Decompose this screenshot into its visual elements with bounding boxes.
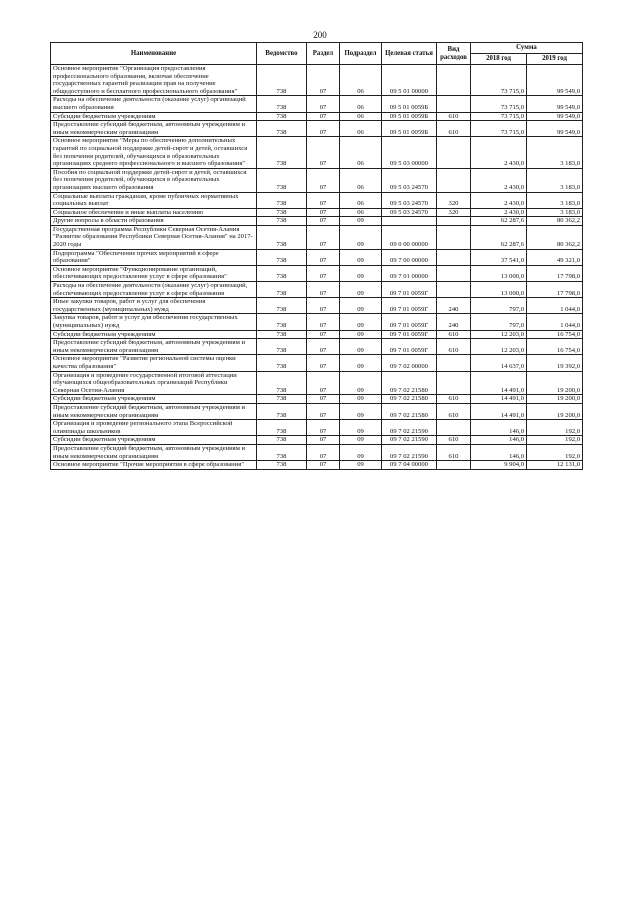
row-subsection-cell: 09 bbox=[340, 265, 382, 281]
row-section-cell: 07 bbox=[307, 137, 340, 168]
row-target-cell bbox=[382, 217, 437, 226]
row-2018-cell: 146,0 bbox=[471, 420, 527, 436]
row-dept-cell: 738 bbox=[257, 371, 307, 395]
row-name-cell: Подпрограмма "Обеспечение прочих мероприятий в сфере образования" bbox=[51, 249, 257, 265]
row-target-cell: 09 7 02 21580 bbox=[382, 371, 437, 395]
row-section-cell: 07 bbox=[307, 96, 340, 112]
header-sum: Сумма bbox=[471, 43, 583, 54]
row-target-cell: 09 7 01 0059Г bbox=[382, 298, 437, 314]
row-target-cell: 09 7 02 21590 bbox=[382, 436, 437, 445]
table-row bbox=[51, 420, 583, 436]
row-section-cell: 07 bbox=[307, 395, 340, 404]
row-name-cell: Предоставление субсидий бюджетным, автономным учреждениям и иным некоммерческим организациям bbox=[51, 403, 257, 419]
row-2019-cell: 19 392,0 bbox=[527, 355, 583, 371]
row-dept-cell: 738 bbox=[257, 461, 307, 470]
row-name-cell: Субсидии бюджетным учреждениям bbox=[51, 436, 257, 445]
row-target-cell: 09 7 01 00000 bbox=[382, 265, 437, 281]
row-2019-cell: 16 754,0 bbox=[527, 339, 583, 355]
header-2019: 2019 год bbox=[527, 54, 583, 65]
row-2018-cell: 146,0 bbox=[471, 436, 527, 445]
row-section-cell: 07 bbox=[307, 314, 340, 330]
row-subsection-cell: 09 bbox=[340, 298, 382, 314]
row-expense-type-cell: 610 bbox=[437, 112, 471, 121]
row-section-cell: 07 bbox=[307, 217, 340, 226]
row-expense-type-cell bbox=[437, 217, 471, 226]
row-dept-cell: 738 bbox=[257, 168, 307, 192]
table-row bbox=[51, 112, 583, 121]
row-subsection-cell: 06 bbox=[340, 168, 382, 192]
table-row bbox=[51, 461, 583, 470]
row-target-cell: 09 0 00 00000 bbox=[382, 225, 437, 249]
row-subsection-cell: 09 bbox=[340, 395, 382, 404]
row-target-cell: 09 7 01 0059Г bbox=[382, 330, 437, 339]
row-name-cell: Субсидии бюджетным учреждениям bbox=[51, 330, 257, 339]
row-expense-type-cell bbox=[437, 420, 471, 436]
row-name-cell: Основное мероприятие "Организация предоставления профессионального образования, включая обеспечение государственных гарантий реализации прав на получение общедоступного и бесплатного профессионального образования" bbox=[51, 65, 257, 96]
row-expense-type-cell bbox=[437, 355, 471, 371]
row-dept-cell: 738 bbox=[257, 217, 307, 226]
row-2018-cell: 14 491,0 bbox=[471, 403, 527, 419]
table-row bbox=[51, 355, 583, 371]
row-subsection-cell: 09 bbox=[340, 461, 382, 470]
row-name-cell: Расходы на обеспечение деятельности (оказание услуг) организаций, обеспечивающих предоставление услуг в сфере образования bbox=[51, 282, 257, 298]
row-target-cell: 09 7 02 21590 bbox=[382, 444, 437, 460]
row-expense-type-cell bbox=[437, 371, 471, 395]
page-number: 200 bbox=[313, 30, 327, 40]
table-row bbox=[51, 339, 583, 355]
row-target-cell: 09 5 03 00000 bbox=[382, 137, 437, 168]
table-row bbox=[51, 265, 583, 281]
row-2019-cell: 192,0 bbox=[527, 444, 583, 460]
row-subsection-cell: 09 bbox=[340, 371, 382, 395]
row-dept-cell: 738 bbox=[257, 436, 307, 445]
row-name-cell: Основное мероприятие "Прочие мероприятия в сфере образования" bbox=[51, 461, 257, 470]
table-row bbox=[51, 65, 583, 96]
row-section-cell: 07 bbox=[307, 208, 340, 217]
row-name-cell: Предоставление субсидий бюджетным, автономным учреждениям и иным некоммерческим организациям bbox=[51, 339, 257, 355]
row-name-cell: Пособия по социальной поддержке детей-сирот и детей, оставшихся без попечения родителей, обучающихся в образовательных организациях высшего образования bbox=[51, 168, 257, 192]
row-2018-cell: 73 715,0 bbox=[471, 121, 527, 137]
row-expense-type-cell: 240 bbox=[437, 298, 471, 314]
row-expense-type-cell: 610 bbox=[437, 395, 471, 404]
row-2019-cell: 17 798,0 bbox=[527, 265, 583, 281]
row-2019-cell: 99 549,0 bbox=[527, 96, 583, 112]
row-name-cell: Закупка товаров, работ и услуг для обеспечения государственных (муниципальных) нужд bbox=[51, 314, 257, 330]
row-2019-cell: 19 200,0 bbox=[527, 395, 583, 404]
row-dept-cell: 738 bbox=[257, 403, 307, 419]
row-target-cell: 09 5 01 0059Б bbox=[382, 96, 437, 112]
row-2019-cell: 192,0 bbox=[527, 420, 583, 436]
row-target-cell: 09 7 02 00000 bbox=[382, 355, 437, 371]
row-subsection-cell: 09 bbox=[340, 355, 382, 371]
row-name-cell: Субсидии бюджетным учреждениям bbox=[51, 395, 257, 404]
table-row bbox=[51, 137, 583, 168]
budget-table bbox=[50, 42, 583, 470]
table-row bbox=[51, 225, 583, 249]
row-expense-type-cell bbox=[437, 461, 471, 470]
header-expense-type: Вид расходов bbox=[437, 43, 471, 65]
table-row bbox=[51, 298, 583, 314]
row-2019-cell: 3 183,0 bbox=[527, 208, 583, 217]
row-target-cell: 09 7 01 0059Г bbox=[382, 282, 437, 298]
row-2019-cell: 80 362,2 bbox=[527, 225, 583, 249]
row-expense-type-cell: 610 bbox=[437, 339, 471, 355]
row-dept-cell: 738 bbox=[257, 225, 307, 249]
row-name-cell: Другие вопросы в области образования bbox=[51, 217, 257, 226]
row-name-cell: Предоставление субсидий бюджетным, автономным учреждениям и иным некоммерческим организациям bbox=[51, 444, 257, 460]
row-expense-type-cell: 610 bbox=[437, 436, 471, 445]
row-section-cell: 07 bbox=[307, 121, 340, 137]
row-expense-type-cell bbox=[437, 265, 471, 281]
row-2018-cell: 14 491,0 bbox=[471, 395, 527, 404]
row-subsection-cell: 09 bbox=[340, 436, 382, 445]
table-row bbox=[51, 249, 583, 265]
table-row bbox=[51, 96, 583, 112]
row-dept-cell: 738 bbox=[257, 330, 307, 339]
row-dept-cell: 738 bbox=[257, 339, 307, 355]
row-name-cell: Государственная программа Республики Северная Осетия-Алания "Развитие образования Республики Северная Осетия-Алания" на 2017-2020 годы bbox=[51, 225, 257, 249]
row-expense-type-cell bbox=[437, 96, 471, 112]
table-row bbox=[51, 208, 583, 217]
row-2018-cell: 797,0 bbox=[471, 298, 527, 314]
row-dept-cell: 738 bbox=[257, 96, 307, 112]
row-dept-cell: 738 bbox=[257, 112, 307, 121]
row-section-cell: 07 bbox=[307, 436, 340, 445]
row-2018-cell: 2 430,0 bbox=[471, 137, 527, 168]
row-section-cell: 07 bbox=[307, 112, 340, 121]
row-subsection-cell: 06 bbox=[340, 137, 382, 168]
row-name-cell: Социальное обеспечение и иные выплаты населению bbox=[51, 208, 257, 217]
header-subsection: Подраздел bbox=[340, 43, 382, 65]
row-dept-cell: 738 bbox=[257, 249, 307, 265]
row-2019-cell: 3 183,0 bbox=[527, 168, 583, 192]
row-2018-cell: 13 000,0 bbox=[471, 265, 527, 281]
row-subsection-cell: 06 bbox=[340, 112, 382, 121]
row-subsection-cell: 09 bbox=[340, 225, 382, 249]
row-2019-cell: 17 798,0 bbox=[527, 282, 583, 298]
row-target-cell: 09 7 04 00000 bbox=[382, 461, 437, 470]
table-row bbox=[51, 403, 583, 419]
row-2018-cell: 73 715,0 bbox=[471, 65, 527, 96]
row-expense-type-cell bbox=[437, 249, 471, 265]
row-dept-cell: 738 bbox=[257, 121, 307, 137]
row-2019-cell: 19 200,0 bbox=[527, 371, 583, 395]
row-expense-type-cell: 610 bbox=[437, 403, 471, 419]
table-row bbox=[51, 330, 583, 339]
row-2019-cell: 3 183,0 bbox=[527, 192, 583, 208]
row-target-cell: 09 7 02 21590 bbox=[382, 420, 437, 436]
row-name-cell: Социальные выплаты гражданам, кроме публичных нормативных социальных выплат bbox=[51, 192, 257, 208]
row-dept-cell: 738 bbox=[257, 137, 307, 168]
row-section-cell: 07 bbox=[307, 403, 340, 419]
table-row bbox=[51, 371, 583, 395]
row-section-cell: 07 bbox=[307, 371, 340, 395]
row-2019-cell: 99 549,0 bbox=[527, 112, 583, 121]
row-2018-cell: 73 715,0 bbox=[471, 96, 527, 112]
row-subsection-cell: 06 bbox=[340, 192, 382, 208]
row-expense-type-cell: 610 bbox=[437, 444, 471, 460]
row-name-cell: Основное мероприятие "Функционирование организаций, обеспечивающих предоставление услуг в сфере образования" bbox=[51, 265, 257, 281]
row-name-cell: Предоставление субсидий бюджетным, автономным учреждениям и иным некоммерческим организациям bbox=[51, 121, 257, 137]
row-section-cell: 07 bbox=[307, 444, 340, 460]
row-2019-cell: 99 549,0 bbox=[527, 65, 583, 96]
table-row bbox=[51, 121, 583, 137]
row-target-cell: 09 7 01 0059Г bbox=[382, 339, 437, 355]
row-expense-type-cell: 610 bbox=[437, 121, 471, 137]
row-section-cell: 07 bbox=[307, 265, 340, 281]
row-subsection-cell: 09 bbox=[340, 339, 382, 355]
row-dept-cell: 738 bbox=[257, 298, 307, 314]
row-2018-cell: 12 203,0 bbox=[471, 339, 527, 355]
row-name-cell: Организация и проведение государственной итоговой аттестации обучающихся общеобразовательных организаций Республики Северная Осетия-Алания bbox=[51, 371, 257, 395]
header-section: Раздел bbox=[307, 43, 340, 65]
row-dept-cell: 738 bbox=[257, 444, 307, 460]
row-2019-cell: 12 131,0 bbox=[527, 461, 583, 470]
row-2018-cell: 14 637,0 bbox=[471, 355, 527, 371]
row-dept-cell: 738 bbox=[257, 355, 307, 371]
row-target-cell: 09 5 01 00000 bbox=[382, 65, 437, 96]
row-name-cell: Субсидии бюджетным учреждениям bbox=[51, 112, 257, 121]
table-row bbox=[51, 282, 583, 298]
row-dept-cell: 738 bbox=[257, 208, 307, 217]
table-row bbox=[51, 192, 583, 208]
row-target-cell: 09 5 03 24570 bbox=[382, 192, 437, 208]
row-2019-cell: 99 549,0 bbox=[527, 121, 583, 137]
row-2018-cell: 9 904,0 bbox=[471, 461, 527, 470]
row-2018-cell: 62 287,6 bbox=[471, 225, 527, 249]
row-2019-cell: 49 321,0 bbox=[527, 249, 583, 265]
row-target-cell: 09 5 03 24570 bbox=[382, 168, 437, 192]
table-row bbox=[51, 436, 583, 445]
row-2018-cell: 12 203,0 bbox=[471, 330, 527, 339]
row-expense-type-cell: 610 bbox=[437, 330, 471, 339]
row-dept-cell: 738 bbox=[257, 282, 307, 298]
row-dept-cell: 738 bbox=[257, 420, 307, 436]
row-dept-cell: 738 bbox=[257, 65, 307, 96]
row-subsection-cell: 09 bbox=[340, 403, 382, 419]
row-dept-cell: 738 bbox=[257, 192, 307, 208]
row-section-cell: 07 bbox=[307, 65, 340, 96]
row-section-cell: 07 bbox=[307, 282, 340, 298]
row-expense-type-cell bbox=[437, 282, 471, 298]
row-2019-cell: 3 183,0 bbox=[527, 137, 583, 168]
row-section-cell: 07 bbox=[307, 249, 340, 265]
row-subsection-cell: 09 bbox=[340, 314, 382, 330]
row-target-cell: 09 5 01 0059Б bbox=[382, 121, 437, 137]
row-section-cell: 07 bbox=[307, 339, 340, 355]
row-expense-type-cell: 320 bbox=[437, 192, 471, 208]
row-expense-type-cell bbox=[437, 168, 471, 192]
row-2019-cell: 16 754,0 bbox=[527, 330, 583, 339]
row-subsection-cell: 09 bbox=[340, 420, 382, 436]
row-section-cell: 07 bbox=[307, 461, 340, 470]
row-2019-cell: 1 044,0 bbox=[527, 314, 583, 330]
row-section-cell: 07 bbox=[307, 420, 340, 436]
row-target-cell: 09 7 01 0059Г bbox=[382, 314, 437, 330]
row-subsection-cell: 06 bbox=[340, 96, 382, 112]
table-row bbox=[51, 395, 583, 404]
table-row bbox=[51, 168, 583, 192]
row-target-cell: 09 7 02 21580 bbox=[382, 395, 437, 404]
row-subsection-cell: 09 bbox=[340, 330, 382, 339]
row-expense-type-cell: 320 bbox=[437, 208, 471, 217]
row-name-cell: Иные закупки товаров, работ и услуг для обеспечения государственных (муниципальных) нужд bbox=[51, 298, 257, 314]
row-2019-cell: 192,0 bbox=[527, 436, 583, 445]
row-section-cell: 07 bbox=[307, 330, 340, 339]
table-row bbox=[51, 217, 583, 226]
row-expense-type-cell bbox=[437, 137, 471, 168]
row-expense-type-cell: 240 bbox=[437, 314, 471, 330]
row-2018-cell: 2 430,0 bbox=[471, 192, 527, 208]
row-section-cell: 07 bbox=[307, 225, 340, 249]
row-2019-cell: 19 200,0 bbox=[527, 403, 583, 419]
row-2018-cell: 62 287,6 bbox=[471, 217, 527, 226]
header-target: Целевая статья bbox=[382, 43, 437, 65]
row-subsection-cell: 09 bbox=[340, 217, 382, 226]
row-target-cell: 09 5 03 24570 bbox=[382, 208, 437, 217]
row-subsection-cell: 06 bbox=[340, 121, 382, 137]
row-target-cell: 09 7 00 00000 bbox=[382, 249, 437, 265]
row-dept-cell: 738 bbox=[257, 265, 307, 281]
row-name-cell: Основное мероприятие "Развитие региональной системы оценки качества образования" bbox=[51, 355, 257, 371]
row-2018-cell: 14 491,0 bbox=[471, 371, 527, 395]
row-2018-cell: 13 000,0 bbox=[471, 282, 527, 298]
row-2019-cell: 80 362,2 bbox=[527, 217, 583, 226]
row-name-cell: Основное мероприятие "Меры по обеспечению дополнительных гарантий по социальной поддержке детей-сирот и детей, оставшихся без попечения родителей, обучающихся в образовательных организациях среднего профессионального и высшего образования" bbox=[51, 137, 257, 168]
row-expense-type-cell bbox=[437, 225, 471, 249]
row-subsection-cell: 09 bbox=[340, 444, 382, 460]
row-target-cell: 09 5 01 0059Б bbox=[382, 112, 437, 121]
row-subsection-cell: 09 bbox=[340, 282, 382, 298]
row-section-cell: 07 bbox=[307, 192, 340, 208]
row-name-cell: Организация и проведение регионального этапа Всероссийской олимпиады школьников bbox=[51, 420, 257, 436]
row-section-cell: 07 bbox=[307, 168, 340, 192]
row-expense-type-cell bbox=[437, 65, 471, 96]
header-name: Наименование bbox=[51, 43, 257, 65]
row-section-cell: 07 bbox=[307, 298, 340, 314]
row-2018-cell: 73 715,0 bbox=[471, 112, 527, 121]
header-2018: 2018 год bbox=[471, 54, 527, 65]
row-dept-cell: 738 bbox=[257, 395, 307, 404]
table-row bbox=[51, 314, 583, 330]
header-dept: Ведомство bbox=[257, 43, 307, 65]
table-row bbox=[51, 444, 583, 460]
row-dept-cell: 738 bbox=[257, 314, 307, 330]
row-name-cell: Расходы на обеспечение деятельности (оказание услуг) организаций высшего образования bbox=[51, 96, 257, 112]
row-2018-cell: 37 541,0 bbox=[471, 249, 527, 265]
row-2018-cell: 146,0 bbox=[471, 444, 527, 460]
row-2018-cell: 2 430,0 bbox=[471, 208, 527, 217]
row-subsection-cell: 06 bbox=[340, 65, 382, 96]
row-target-cell: 09 7 02 21580 bbox=[382, 403, 437, 419]
row-subsection-cell: 06 bbox=[340, 208, 382, 217]
row-2018-cell: 797,0 bbox=[471, 314, 527, 330]
row-2018-cell: 2 430,0 bbox=[471, 168, 527, 192]
row-section-cell: 07 bbox=[307, 355, 340, 371]
row-subsection-cell: 09 bbox=[340, 249, 382, 265]
row-2019-cell: 1 044,0 bbox=[527, 298, 583, 314]
